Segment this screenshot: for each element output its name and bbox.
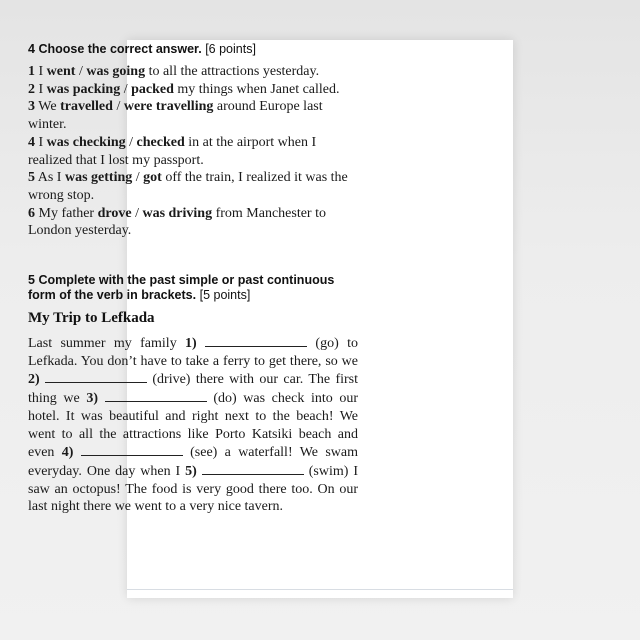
- question-item: 5 As I was getting / got off the train, I realized it was the wrong stop.: [28, 170, 348, 203]
- section-4-heading: [28, 42, 358, 57]
- section-5-number: 5: [28, 273, 35, 287]
- page-bottom-edge: [127, 589, 513, 590]
- blank-1-input[interactable]: [205, 334, 307, 347]
- question-item: 2 I was packing / packed my things when Janet called.: [28, 81, 340, 97]
- story-title: My Trip to Lefkada: [28, 310, 155, 326]
- option-1[interactable]: travelled: [60, 99, 113, 115]
- question-item: 6 My father drove / was driving from Manchester to London yesterday.: [28, 205, 326, 239]
- section-5-title: Complete with the past simple or past continuous form of the verb in brackets.: [28, 273, 335, 302]
- option-2[interactable]: packed: [131, 81, 174, 97]
- section-4-number: 4: [28, 42, 35, 56]
- option-1[interactable]: was checking: [46, 134, 126, 150]
- question-item: 1 I went / was going to all the attractions yesterday.: [28, 64, 320, 79]
- section-4-points: [6 points]: [205, 42, 256, 56]
- option-2[interactable]: got: [143, 170, 162, 186]
- question-item: 4 I was checking / checked in at the airport when I realized that I lost my passport.: [28, 134, 317, 168]
- option-2[interactable]: was driving: [142, 205, 213, 221]
- section-4-items: [28, 63, 348, 240]
- section-4-title: Choose the correct answer.: [38, 42, 202, 56]
- option-2[interactable]: checked: [136, 134, 185, 150]
- option-1[interactable]: was packing: [46, 81, 121, 97]
- blank-4-input[interactable]: [81, 443, 183, 456]
- section-5-heading: [28, 273, 358, 303]
- option-2[interactable]: was going: [86, 64, 146, 79]
- option-1[interactable]: went: [46, 64, 76, 79]
- question-item: 3 We travelled / were travelling around Europe last winter.: [28, 99, 323, 133]
- option-2[interactable]: were travelling: [123, 99, 214, 115]
- blank-3-input[interactable]: [105, 389, 207, 402]
- story-text: Last summer my family 1) (go) to Lefkada. You don’t have to take a ferry to get there, so we 2) (drive) there with our car. The first thing we 3) (do) was check into our hotel. It was beautiful and right next to the beach! We went to all the attractions like Porto Katsiki beach and even 4) (see) a waterfall! We swam everyday. One day when I 5) (swim) I saw an octopus! The food is very good there too. On our last night there we went to a very nice tavern.: [28, 336, 359, 515]
- blank-2-input[interactable]: [45, 370, 147, 383]
- option-1[interactable]: was getting: [64, 170, 133, 186]
- option-1[interactable]: drove: [97, 205, 132, 221]
- blank-5-input[interactable]: [202, 462, 304, 475]
- section-5-points: [5 points]: [199, 288, 251, 302]
